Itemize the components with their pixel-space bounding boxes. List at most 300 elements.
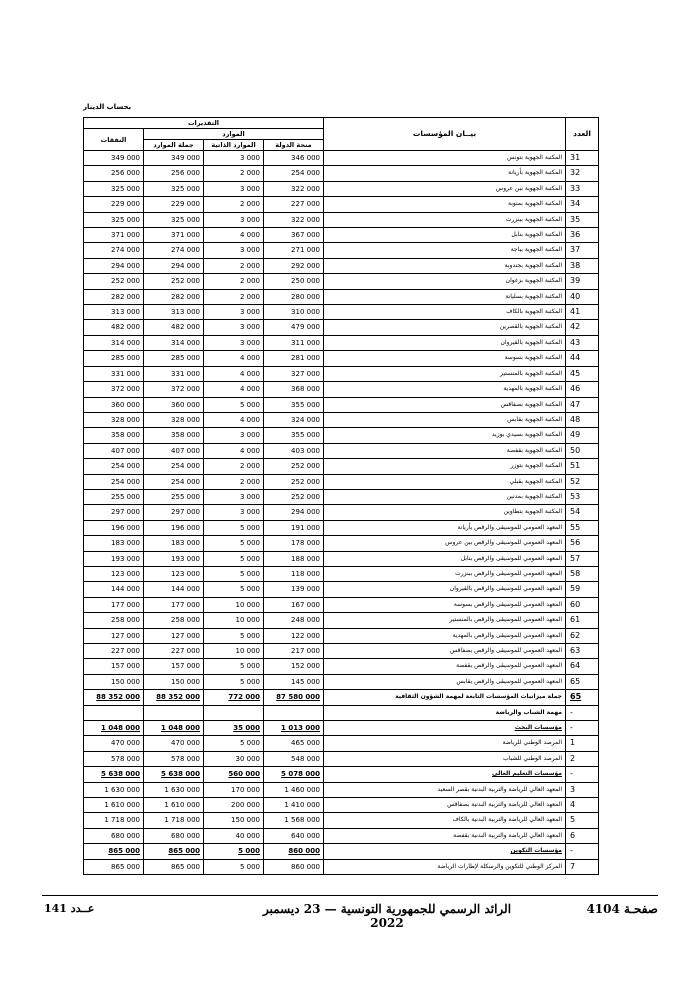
expenses-cell: 252 000	[84, 274, 144, 289]
own-resources-cell: 5 000	[204, 736, 264, 751]
own-resources-cell: 10 000	[204, 644, 264, 659]
own-resources-cell: 150 000	[204, 813, 264, 828]
expenses-cell: 254 000	[84, 459, 144, 474]
institution-name: المكتبة الجهوية بمنوبة	[324, 197, 566, 212]
table-row	[84, 813, 599, 828]
institution-name: المكتبة الجهوية بسليانة	[324, 289, 566, 304]
table-row	[84, 520, 599, 535]
row-number: 3	[566, 782, 599, 797]
institution-name: المعهد العالي للرياضة والتربية البدنية بقصر السعيد	[324, 782, 566, 797]
total-resources-cell: 123 000	[144, 566, 204, 581]
row-number: 43	[566, 335, 599, 350]
table-row	[84, 798, 599, 813]
own-resources-cell: 2 000	[204, 166, 264, 181]
total-resources-cell: 127 000	[144, 628, 204, 643]
row-number: 52	[566, 474, 599, 489]
row-number: 36	[566, 228, 599, 243]
state-grant-cell: 548 000	[264, 751, 324, 766]
unit-note: بحساب الدينار	[83, 103, 132, 111]
row-number: 1	[566, 736, 599, 751]
institution-name: المكتبة الجهوية ببن عروس	[324, 181, 566, 196]
own-resources-cell: 5 000	[204, 859, 264, 874]
state-grant-header: منحة الدولة	[264, 140, 324, 151]
state-grant-cell: 324 000	[264, 412, 324, 427]
row-number: 57	[566, 551, 599, 566]
own-resources-cell: 3 000	[204, 428, 264, 443]
total-resources-cell: 88 352 000	[144, 690, 204, 705]
institution-name: المكتبة الجهوية بقبلي	[324, 474, 566, 489]
row-number: 31	[566, 151, 599, 166]
institution-name: المكتبة الجهوية بالكاف	[324, 305, 566, 320]
row-number: 61	[566, 613, 599, 628]
state-grant-cell: 640 000	[264, 828, 324, 843]
total-resources-cell: 282 000	[144, 289, 204, 304]
total-resources-cell: 297 000	[144, 505, 204, 520]
state-grant-cell: 1 460 000	[264, 782, 324, 797]
expenses-cell: 1 630 000	[84, 782, 144, 797]
own-resources-cell: 30 000	[204, 751, 264, 766]
expenses-cell: 127 000	[84, 628, 144, 643]
state-grant-cell: 479 000	[264, 320, 324, 335]
institution-name: المعهد العمومي للموسيقى والرقص بالمنستير	[324, 613, 566, 628]
expenses-cell: 254 000	[84, 474, 144, 489]
institution-name: المعهد العمومي للموسيقى والرقص ببن عروس	[324, 536, 566, 551]
own-resources-cell: 170 000	[204, 782, 264, 797]
total-resources-cell: 193 000	[144, 551, 204, 566]
institution-name: المعهد العمومي للموسيقى والرقص بسوسة	[324, 597, 566, 612]
own-resources-cell: 5 000	[204, 628, 264, 643]
expenses-cell	[84, 705, 144, 720]
expenses-cell: 314 000	[84, 335, 144, 350]
total-resources-cell: 314 000	[144, 335, 204, 350]
row-number: 38	[566, 258, 599, 273]
total-resources-cell: 256 000	[144, 166, 204, 181]
total-resources-cell: 349 000	[144, 151, 204, 166]
total-resources-cell: 578 000	[144, 751, 204, 766]
total-resources-cell: 372 000	[144, 382, 204, 397]
institution-name: المكتبة الجهوية بزغوان	[324, 274, 566, 289]
expenses-cell: 297 000	[84, 505, 144, 520]
state-grant-cell: 252 000	[264, 459, 324, 474]
state-grant-cell: 122 000	[264, 628, 324, 643]
total-resources-cell: 252 000	[144, 274, 204, 289]
table-row	[84, 243, 599, 258]
table-row	[84, 412, 599, 427]
state-grant-cell: 860 000	[264, 844, 324, 859]
expenses-cell: 183 000	[84, 536, 144, 551]
expenses-cell: 274 000	[84, 243, 144, 258]
row-number: 53	[566, 489, 599, 504]
estimates-header: التقديرات	[84, 118, 324, 129]
total-resources-cell: 865 000	[144, 844, 204, 859]
own-resources-cell: 2 000	[204, 197, 264, 212]
own-resources-cell: 3 000	[204, 320, 264, 335]
total-resources-cell: 229 000	[144, 197, 204, 212]
table-row	[84, 674, 599, 689]
row-number: 32	[566, 166, 599, 181]
own-resources-cell: 3 000	[204, 151, 264, 166]
row-number: 46	[566, 382, 599, 397]
table-row	[84, 536, 599, 551]
total-resources-cell: 1 718 000	[144, 813, 204, 828]
total-resources-cell: 274 000	[144, 243, 204, 258]
table-row	[84, 644, 599, 659]
table-row	[84, 628, 599, 643]
state-grant-cell: 280 000	[264, 289, 324, 304]
table-row	[84, 751, 599, 766]
total-resources-cell: 360 000	[144, 397, 204, 412]
total-resources-cell: 255 000	[144, 489, 204, 504]
state-grant-cell: 252 000	[264, 489, 324, 504]
total-resources-cell: 407 000	[144, 443, 204, 458]
state-grant-cell: 355 000	[264, 428, 324, 443]
own-resources-cell: 5 000	[204, 520, 264, 535]
institution-name: المكتبة الجهوية بالقيروان	[324, 335, 566, 350]
own-resources-cell: 2 000	[204, 289, 264, 304]
total-resources-cell: 227 000	[144, 644, 204, 659]
row-number: 41	[566, 305, 599, 320]
state-grant-cell: 248 000	[264, 613, 324, 628]
page-number: صفحـة 4104	[586, 902, 658, 916]
sub-row	[84, 721, 599, 736]
expenses-cell: 255 000	[84, 489, 144, 504]
own-resources-cell: 5 000	[204, 566, 264, 581]
table-row	[84, 736, 599, 751]
expenses-cell: 470 000	[84, 736, 144, 751]
gazette-title: الرائد الرسمي للجمهورية التونسية — 23 ديسمبر 2022	[262, 902, 512, 930]
total-resources-cell: 177 000	[144, 597, 204, 612]
table-row	[84, 351, 599, 366]
row-number: 2	[566, 751, 599, 766]
state-grant-cell: 118 000	[264, 566, 324, 581]
total-resources-header: جملة الموارد	[144, 140, 204, 151]
row-number: -	[566, 721, 599, 736]
own-resources-cell: 200 000	[204, 798, 264, 813]
institution-name: المكتبة الجهوية بسوسة	[324, 351, 566, 366]
total-resources-cell: 285 000	[144, 351, 204, 366]
institutions-header: بيــان المؤسسات	[324, 118, 566, 151]
expenses-cell: 229 000	[84, 197, 144, 212]
own-resources-cell: 5 000	[204, 659, 264, 674]
row-number: 39	[566, 274, 599, 289]
expenses-cell: 1 048 000	[84, 721, 144, 736]
institution-name: المكتبة الجهوية بقفصة	[324, 443, 566, 458]
total-resources-cell: 325 000	[144, 212, 204, 227]
table-row	[84, 459, 599, 474]
expenses-cell: 258 000	[84, 613, 144, 628]
expenses-cell: 407 000	[84, 443, 144, 458]
table-row	[84, 859, 599, 874]
total-resources-cell: 294 000	[144, 258, 204, 273]
section-row	[84, 705, 599, 720]
row-number: 65	[566, 674, 599, 689]
row-number: 35	[566, 212, 599, 227]
own-resources-cell: 4 000	[204, 412, 264, 427]
table-row	[84, 659, 599, 674]
expenses-cell: 372 000	[84, 382, 144, 397]
own-resources-cell: 10 000	[204, 613, 264, 628]
institution-name: المكتبة الجهوية بباجة	[324, 243, 566, 258]
total-resources-cell: 1 610 000	[144, 798, 204, 813]
row-number: 45	[566, 366, 599, 381]
expenses-cell: 371 000	[84, 228, 144, 243]
own-resources-cell: 5 000	[204, 582, 264, 597]
row-number: 59	[566, 582, 599, 597]
table-row	[84, 566, 599, 581]
row-number: 34	[566, 197, 599, 212]
state-grant-cell: 368 000	[264, 382, 324, 397]
own-resources-cell: 10 000	[204, 597, 264, 612]
table-row	[84, 597, 599, 612]
expenses-cell: 325 000	[84, 181, 144, 196]
total-resources-cell: 183 000	[144, 536, 204, 551]
table-row	[84, 443, 599, 458]
state-grant-cell: 294 000	[264, 505, 324, 520]
table-row	[84, 366, 599, 381]
state-grant-cell: 1 410 000	[264, 798, 324, 813]
total-resources-cell: 482 000	[144, 320, 204, 335]
own-resources-cell: 5 000	[204, 397, 264, 412]
expenses-cell: 313 000	[84, 305, 144, 320]
table-row	[84, 613, 599, 628]
state-grant-cell: 1 568 000	[264, 813, 324, 828]
total-resources-cell: 328 000	[144, 412, 204, 427]
own-resources-cell: 772 000	[204, 690, 264, 705]
total-resources-cell: 150 000	[144, 674, 204, 689]
expenses-cell: 256 000	[84, 166, 144, 181]
institution-name: المعهد العمومي للموسيقى والرقص بصفاقس	[324, 644, 566, 659]
own-resources-cell: 2 000	[204, 258, 264, 273]
institution-name: المعهد العالي للرياضة والتربية البدنية بالكاف	[324, 813, 566, 828]
row-number: 6	[566, 828, 599, 843]
institution-name: المكتبة الجهوية بتونس	[324, 151, 566, 166]
institution-name: المكتبة الجهوية بسيدي بوزيد	[324, 428, 566, 443]
own-resources-cell	[204, 705, 264, 720]
state-grant-cell: 465 000	[264, 736, 324, 751]
number-header: العدد	[566, 118, 599, 151]
state-grant-cell: 322 000	[264, 181, 324, 196]
table-row	[84, 397, 599, 412]
row-number: 54	[566, 505, 599, 520]
total-resources-cell: 157 000	[144, 659, 204, 674]
row-number: 64	[566, 659, 599, 674]
row-number: 56	[566, 536, 599, 551]
header-row-1	[84, 118, 599, 129]
resources-header: الموارد	[144, 129, 324, 140]
page-footer	[42, 895, 658, 930]
row-number: 40	[566, 289, 599, 304]
expenses-header: النفقات	[84, 129, 144, 151]
row-number: 42	[566, 320, 599, 335]
total-resources-cell: 313 000	[144, 305, 204, 320]
expenses-cell: 150 000	[84, 674, 144, 689]
state-grant-cell: 281 000	[264, 351, 324, 366]
institution-name: المكتبة الجهوية بمدنين	[324, 489, 566, 504]
expenses-cell: 88 352 000	[84, 690, 144, 705]
total-resources-cell: 254 000	[144, 474, 204, 489]
own-resources-cell: 4 000	[204, 228, 264, 243]
own-resources-cell: 3 000	[204, 305, 264, 320]
state-grant-cell: 227 000	[264, 197, 324, 212]
table-row	[84, 474, 599, 489]
total-row	[84, 690, 599, 705]
table-row	[84, 228, 599, 243]
institution-name: المعهد العمومي للموسيقى والرقص بأريانة	[324, 520, 566, 535]
own-resources-cell: 3 000	[204, 212, 264, 227]
sub-row	[84, 844, 599, 859]
table-row	[84, 828, 599, 843]
total-resources-cell: 5 638 000	[144, 767, 204, 782]
row-number: 65	[566, 690, 599, 705]
expenses-cell: 196 000	[84, 520, 144, 535]
expenses-cell: 482 000	[84, 320, 144, 335]
state-grant-cell: 271 000	[264, 243, 324, 258]
table-row	[84, 151, 599, 166]
row-number: -	[566, 705, 599, 720]
table-row	[84, 782, 599, 797]
state-grant-cell: 5 078 000	[264, 767, 324, 782]
institution-name: مؤسسات التعليم العالي	[324, 767, 566, 782]
total-resources-cell: 1 048 000	[144, 721, 204, 736]
budget-table	[83, 117, 599, 875]
state-grant-cell: 367 000	[264, 228, 324, 243]
row-number: 51	[566, 459, 599, 474]
institution-name: المكتبة الجهوية بصفاقس	[324, 397, 566, 412]
total-resources-cell: 196 000	[144, 520, 204, 535]
own-resources-cell: 3 000	[204, 489, 264, 504]
institution-name: المرصد الوطني للرياضة	[324, 736, 566, 751]
own-resources-header: الموارد الذاتية	[204, 140, 264, 151]
total-resources-cell: 254 000	[144, 459, 204, 474]
institution-name: المكتبة الجهوية ببنزرت	[324, 212, 566, 227]
total-resources-cell: 144 000	[144, 582, 204, 597]
row-number: 55	[566, 520, 599, 535]
table-row	[84, 335, 599, 350]
institution-name: المكتبة الجهوية بجندوبة	[324, 258, 566, 273]
expenses-cell: 157 000	[84, 659, 144, 674]
expenses-cell: 193 000	[84, 551, 144, 566]
expenses-cell: 282 000	[84, 289, 144, 304]
row-number: 33	[566, 181, 599, 196]
row-number: 58	[566, 566, 599, 581]
state-grant-cell: 191 000	[264, 520, 324, 535]
expenses-cell: 227 000	[84, 644, 144, 659]
own-resources-cell: 560 000	[204, 767, 264, 782]
row-number: 44	[566, 351, 599, 366]
state-grant-cell: 167 000	[264, 597, 324, 612]
state-grant-cell: 311 000	[264, 335, 324, 350]
own-resources-cell: 3 000	[204, 243, 264, 258]
institution-name: مهمة الشباب والرياضة	[324, 705, 566, 720]
institution-name: جملة ميزانيات المؤسسات التابعة لمهمة الشؤون الثقافية	[324, 690, 566, 705]
row-number: 49	[566, 428, 599, 443]
expenses-cell: 358 000	[84, 428, 144, 443]
total-resources-cell: 371 000	[144, 228, 204, 243]
own-resources-cell: 4 000	[204, 382, 264, 397]
expenses-cell: 331 000	[84, 366, 144, 381]
expenses-cell: 1 718 000	[84, 813, 144, 828]
expenses-cell: 578 000	[84, 751, 144, 766]
row-number: 5	[566, 813, 599, 828]
total-resources-cell: 331 000	[144, 366, 204, 381]
institution-name: المكتبة الجهوية بنابل	[324, 228, 566, 243]
table-row	[84, 274, 599, 289]
own-resources-cell: 2 000	[204, 274, 264, 289]
institution-name: المرصد الوطني للشباب	[324, 751, 566, 766]
expenses-cell: 349 000	[84, 151, 144, 166]
institution-name: مؤسسات التكوين	[324, 844, 566, 859]
own-resources-cell: 5 000	[204, 674, 264, 689]
own-resources-cell: 2 000	[204, 474, 264, 489]
table-row	[84, 289, 599, 304]
institution-name: المكتبة الجهوية بالمنستير	[324, 366, 566, 381]
row-number: 60	[566, 597, 599, 612]
expenses-cell: 865 000	[84, 859, 144, 874]
total-resources-cell: 865 000	[144, 859, 204, 874]
state-grant-cell: 87 580 000	[264, 690, 324, 705]
table-row	[84, 197, 599, 212]
institution-name: المكتبة الجهوية بالمهدية	[324, 382, 566, 397]
institution-name: المعهد العالي للرياضة والتربية البدنية بقفصة	[324, 828, 566, 843]
state-grant-cell: 292 000	[264, 258, 324, 273]
expenses-cell: 285 000	[84, 351, 144, 366]
expenses-cell: 325 000	[84, 212, 144, 227]
institution-name: مؤسسات البحث	[324, 721, 566, 736]
table-row	[84, 505, 599, 520]
expenses-cell: 865 000	[84, 844, 144, 859]
state-grant-cell: 139 000	[264, 582, 324, 597]
own-resources-cell: 4 000	[204, 366, 264, 381]
own-resources-cell: 4 000	[204, 351, 264, 366]
table-row	[84, 181, 599, 196]
state-grant-cell: 252 000	[264, 474, 324, 489]
own-resources-cell: 4 000	[204, 443, 264, 458]
table-row	[84, 258, 599, 273]
sub-row	[84, 767, 599, 782]
row-number: 37	[566, 243, 599, 258]
table-row	[84, 582, 599, 597]
institution-name: المعهد العمومي للموسيقى والرقص بنابل	[324, 551, 566, 566]
table-row	[84, 305, 599, 320]
own-resources-cell: 5 000	[204, 844, 264, 859]
expenses-cell: 360 000	[84, 397, 144, 412]
state-grant-cell: 860 000	[264, 859, 324, 874]
institution-name: المكتبة الجهوية بالقصرين	[324, 320, 566, 335]
institution-name: المكتبة الجهوية بتوزر	[324, 459, 566, 474]
institution-name: المعهد العمومي للموسيقى والرقص بالقيروان	[324, 582, 566, 597]
state-grant-cell: 152 000	[264, 659, 324, 674]
expenses-cell: 1 610 000	[84, 798, 144, 813]
row-number: 4	[566, 798, 599, 813]
state-grant-cell: 188 000	[264, 551, 324, 566]
table-row	[84, 551, 599, 566]
state-grant-cell: 178 000	[264, 536, 324, 551]
expenses-cell: 123 000	[84, 566, 144, 581]
row-number: 62	[566, 628, 599, 643]
issue-number: عــدد 141	[44, 902, 95, 915]
expenses-cell: 680 000	[84, 828, 144, 843]
state-grant-cell: 217 000	[264, 644, 324, 659]
total-resources-cell: 358 000	[144, 428, 204, 443]
total-resources-cell: 1 630 000	[144, 782, 204, 797]
table-row	[84, 428, 599, 443]
table-row	[84, 212, 599, 227]
institution-name: المعهد العمومي للموسيقى والرقص بقفصة	[324, 659, 566, 674]
state-grant-cell: 250 000	[264, 274, 324, 289]
row-number: -	[566, 767, 599, 782]
institution-name: المعهد العمومي للموسيقى والرقص ببنزرت	[324, 566, 566, 581]
own-resources-cell: 40 000	[204, 828, 264, 843]
